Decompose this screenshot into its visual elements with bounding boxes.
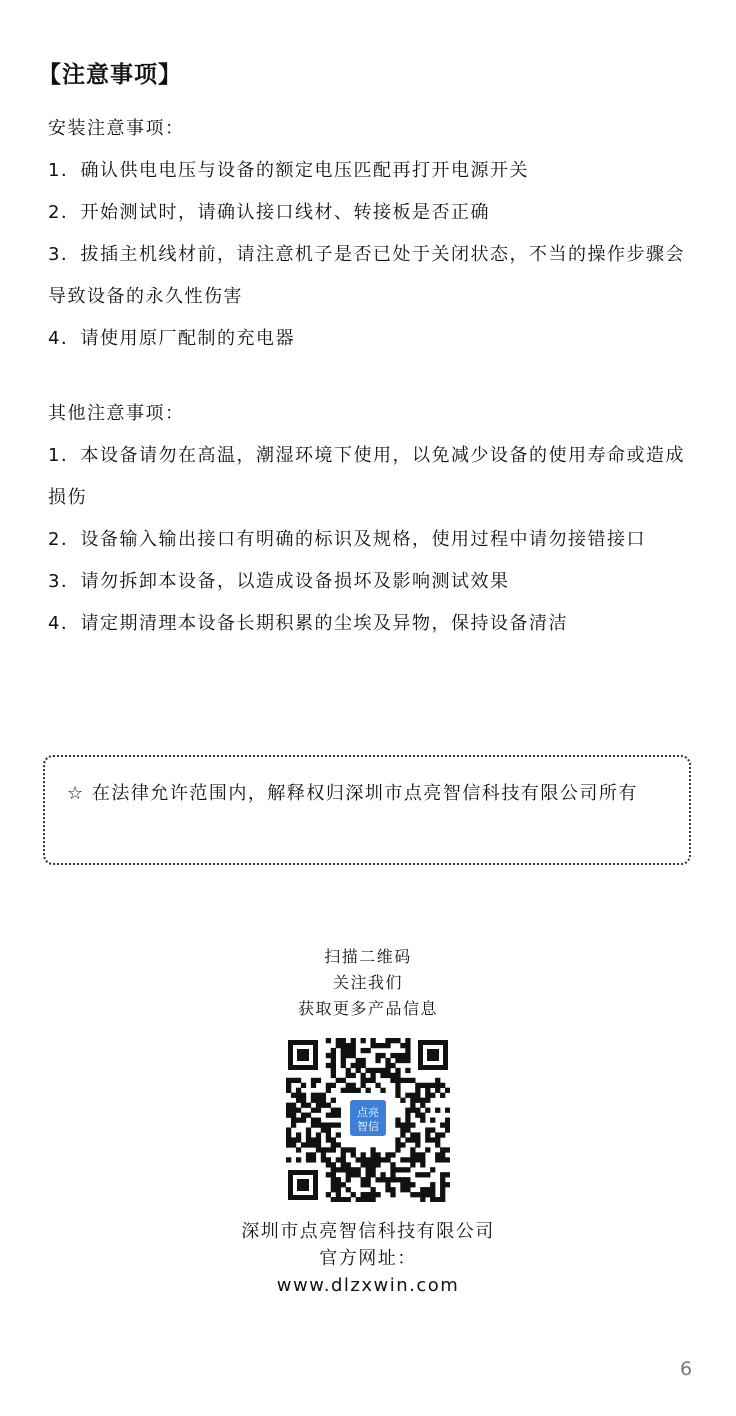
website-label: 官方网址： [319,1248,417,1269]
qr-logo-text: 点亮 [357,1106,379,1119]
other-note-item: 1．本设备请勿在高温，潮湿环境下使用，以免减少设备的使用寿命或造成损伤 [48,445,685,508]
copyright-notice-box [43,755,691,865]
qr-logo-text: 智信 [357,1120,379,1133]
install-notes-heading: 安装注意事项： [48,118,185,139]
company-info [0,1218,736,1299]
company-name: 深圳市点亮智信科技有限公司 [241,1221,495,1242]
other-note-item: 3．请勿拆卸本设备，以造成设备损坏及影响测试效果 [48,571,510,592]
page-number: 6 [680,1358,693,1380]
other-note-item: 2．设备输入输出接口有明确的标识及规格，使用过程中请勿接错接口 [48,529,646,550]
install-note-item: 3．拔插主机线材前，请注意机子是否已处于关闭状态，不当的操作步骤会导致设备的永久性伤害 [48,244,685,307]
other-note-item: 4．请定期清理本设备长期积累的尘埃及异物，保持设备清洁 [48,613,568,634]
install-notes-section [48,108,688,360]
qr-caption-line: 关注我们 [332,973,403,992]
other-notes-heading: 其他注意事项： [48,403,185,424]
qr-caption-line: 获取更多产品信息 [297,999,438,1018]
qr-caption-line: 扫描二维码 [324,947,412,966]
copyright-notice-text: ☆ 在法律允许范围内，解释权归深圳市点亮智信科技有限公司所有 [67,783,638,804]
page-title: 【注意事项】 [38,62,182,88]
install-note-item: 1．确认供电电压与设备的额定电压匹配再打开电源开关 [48,160,529,181]
install-note-item: 2．开始测试时，请确认接口线材、转接板是否正确 [48,202,490,223]
qr-caption [0,944,736,1022]
qr-code [286,1038,450,1202]
website-url[interactable]: www.dlzxwin.com [276,1275,460,1296]
install-note-item: 4．请使用原厂配制的充电器 [48,328,295,349]
other-notes-section [48,393,688,645]
